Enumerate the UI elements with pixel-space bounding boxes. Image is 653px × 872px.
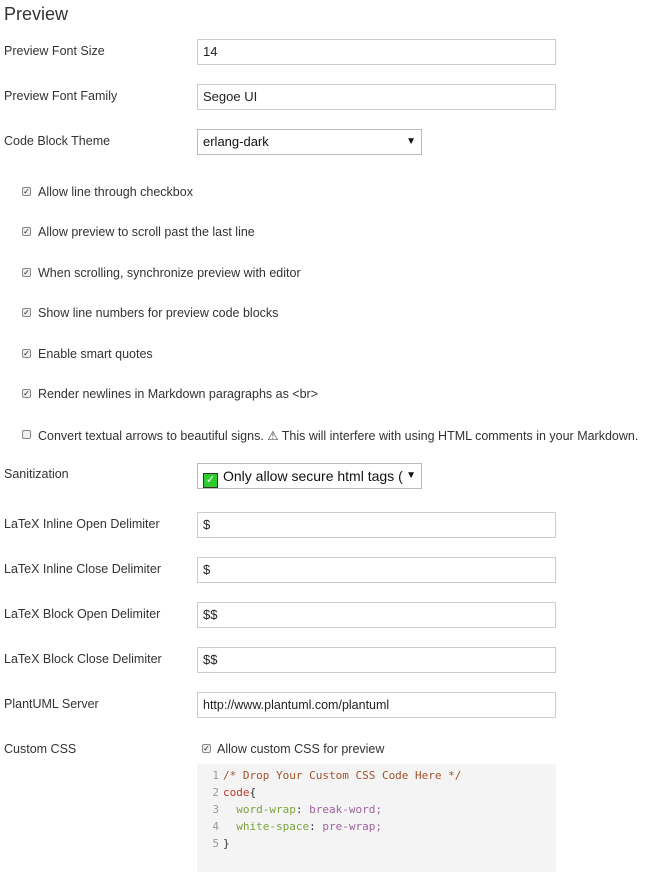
font-family-input[interactable]: Segoe UI bbox=[197, 84, 556, 110]
section-title: Preview bbox=[4, 4, 69, 24]
line-number: 3 bbox=[212, 803, 219, 816]
code-line bbox=[197, 835, 556, 852]
code-token: pre-wrap; bbox=[322, 820, 382, 833]
code-line bbox=[197, 767, 556, 784]
code-line bbox=[197, 784, 556, 801]
checkbox-label: Show line numbers for preview code blocks bbox=[38, 306, 279, 320]
code-theme-label: Code Block Theme bbox=[4, 134, 111, 148]
checkbox-label: Render newlines in Markdown paragraphs as <br> bbox=[38, 387, 319, 401]
code-token: } bbox=[223, 837, 230, 850]
checkbox-label: Allow line through checkbox bbox=[38, 185, 193, 199]
font-family-label: Preview Font Family bbox=[4, 89, 118, 103]
font-size-input[interactable]: 14 bbox=[197, 39, 556, 65]
code-token: /* Drop Your Custom CSS Code Here */ bbox=[223, 769, 462, 782]
dropdown-arrow-icon: ▼ bbox=[406, 136, 416, 147]
checkbox[interactable]: ✓ bbox=[23, 349, 30, 358]
code-theme-select[interactable] bbox=[197, 129, 422, 155]
checkbox-label: Allow preview to scroll past the last line bbox=[38, 225, 255, 239]
latex-block-close-label: LaTeX Block Close Delimiter bbox=[4, 652, 162, 666]
code-token: word-wrap bbox=[223, 803, 296, 816]
font-size-label: Preview Font Size bbox=[4, 44, 105, 58]
latex-inline-close-label: LaTeX Inline Close Delimiter bbox=[4, 562, 162, 576]
code-line bbox=[197, 801, 556, 818]
code-theme-value: erlang-dark bbox=[203, 134, 269, 149]
custom-css-checkbox-label: Allow custom CSS for preview bbox=[217, 742, 385, 756]
code-line bbox=[197, 818, 556, 835]
checkbox[interactable]: ✓ bbox=[23, 389, 30, 398]
line-number: 5 bbox=[212, 837, 219, 850]
line-number: 4 bbox=[212, 820, 219, 833]
sanitization-select[interactable] bbox=[197, 463, 422, 489]
latex-block-close-input[interactable]: $$ bbox=[197, 647, 556, 673]
latex-inline-open-input[interactable]: $ bbox=[197, 512, 556, 538]
plantuml-label: PlantUML Server bbox=[4, 697, 99, 711]
checkbox-label: When scrolling, synchronize preview with editor bbox=[38, 266, 301, 280]
checkbox-label: Enable smart quotes bbox=[38, 347, 153, 361]
code-token: : bbox=[295, 803, 310, 816]
checkbox[interactable]: ✓ bbox=[23, 227, 30, 236]
dropdown-arrow-icon: ▼ bbox=[404, 464, 416, 488]
latex-block-open-label: LaTeX Block Open Delimiter bbox=[4, 607, 161, 621]
line-number: 2 bbox=[212, 786, 219, 799]
latex-block-open-input[interactable]: $$ bbox=[197, 602, 556, 628]
checkbox[interactable]: ✓ bbox=[23, 308, 30, 317]
line-number: 1 bbox=[212, 769, 219, 782]
checkbox[interactable]: ✓ bbox=[23, 268, 30, 277]
sanitization-value: Only allow secure html tags ( bbox=[223, 468, 403, 484]
checkbox[interactable] bbox=[22, 430, 31, 439]
plantuml-input[interactable]: http://www.plantuml.com/plantuml bbox=[197, 692, 556, 718]
custom-css-editor[interactable] bbox=[197, 764, 556, 872]
green-check-icon: ✓ bbox=[203, 473, 218, 488]
code-token: code bbox=[223, 786, 250, 799]
checkbox[interactable]: ✓ bbox=[23, 187, 30, 196]
code-token: : bbox=[309, 820, 323, 833]
latex-inline-open-label: LaTeX Inline Open Delimiter bbox=[4, 517, 160, 531]
custom-css-checkbox[interactable]: ✓ bbox=[203, 744, 210, 753]
code-token: break-word; bbox=[309, 803, 382, 816]
latex-inline-close-input[interactable]: $ bbox=[197, 557, 556, 583]
code-token: white-space bbox=[223, 820, 310, 833]
checkbox-label: Convert textual arrows to beautiful signs. ⚠ This will interfere with using HTML comments in your Markdown. bbox=[38, 429, 639, 443]
custom-css-label: Custom CSS bbox=[4, 742, 77, 756]
sanitization-label: Sanitization bbox=[4, 467, 69, 481]
code-token: { bbox=[249, 786, 257, 799]
